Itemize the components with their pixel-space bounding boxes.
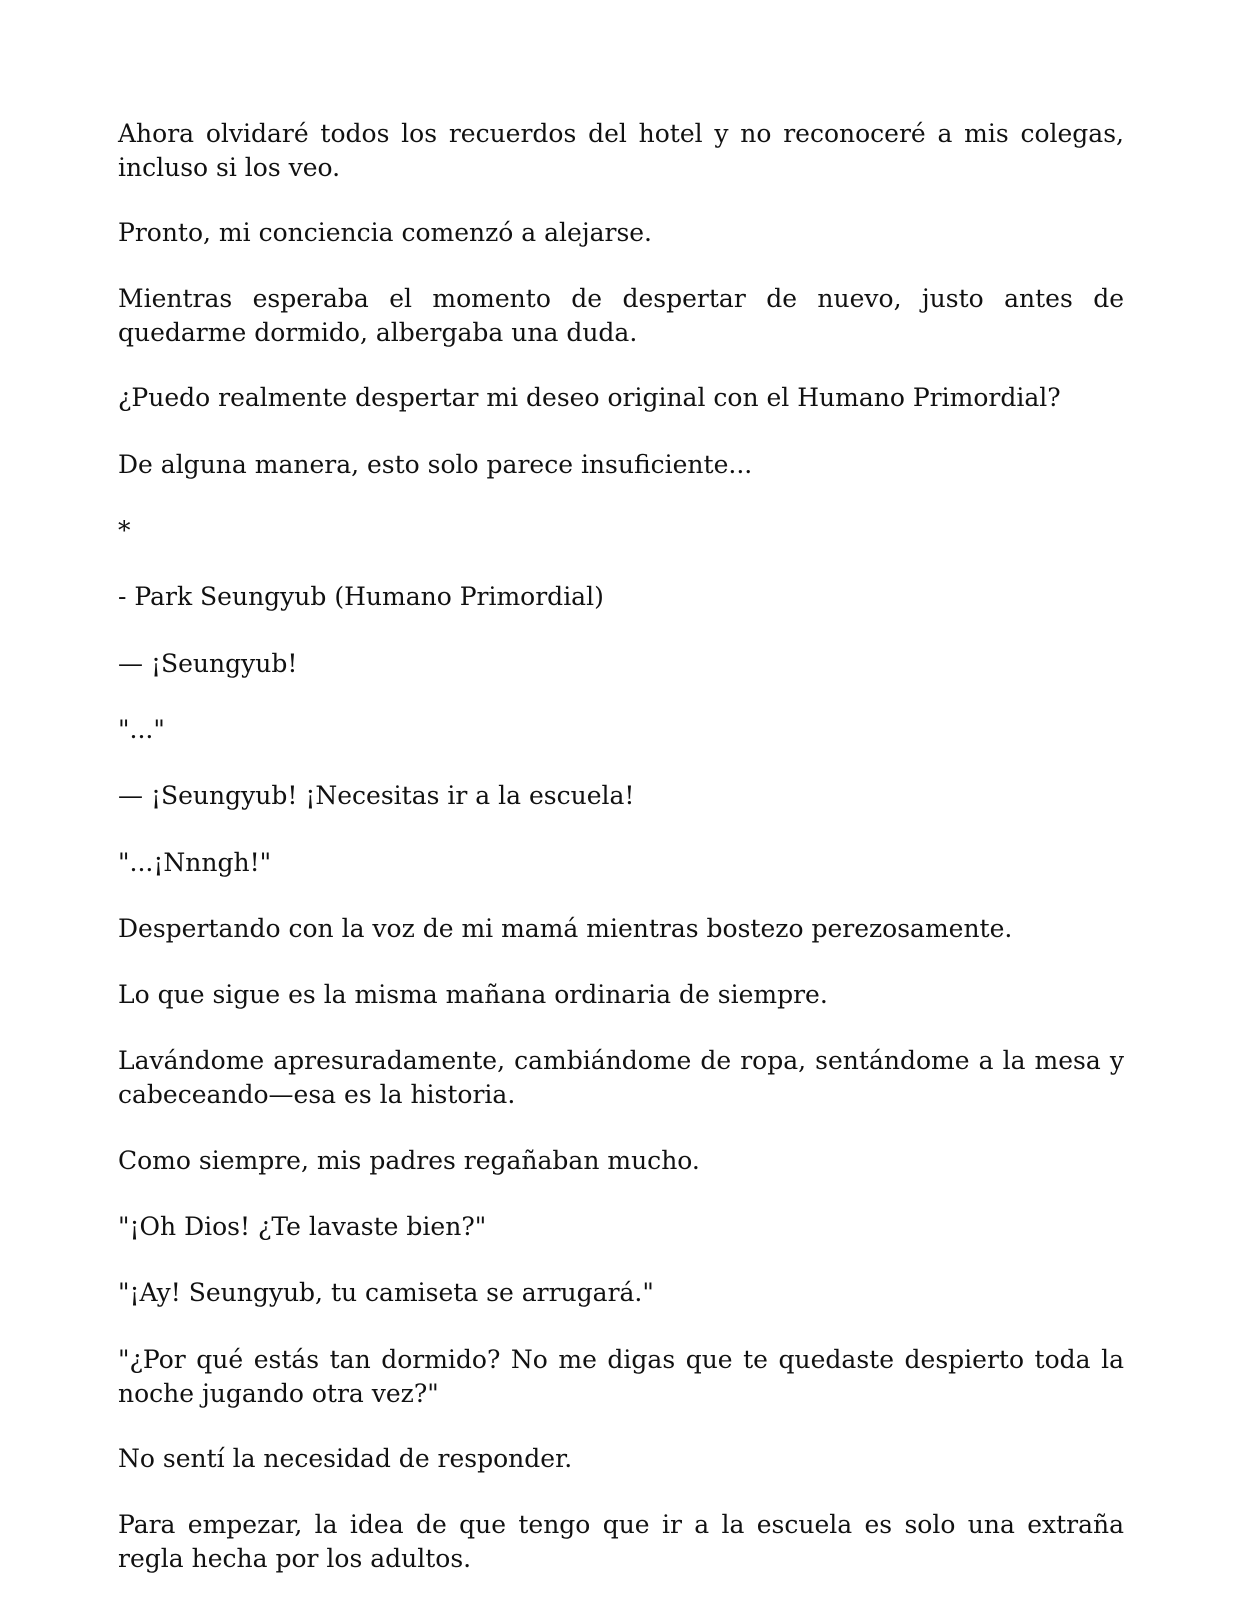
scene-break: * — [118, 516, 131, 545]
paragraph: Lo que sigue es la misma mañana ordinaria de siempre. — [118, 980, 828, 1009]
paragraph: "¿Por qué estás tan dormido? No me digas que te quedaste despierto toda la noche jugando otra vez?" — [118, 1345, 1124, 1408]
paragraph: "..." — [118, 715, 165, 744]
paragraph: Lavándome apresuradamente, cambiándome de ropa, sentándome a la mesa y cabeceando—esa es la historia. — [118, 1046, 1124, 1109]
paragraph: — ¡Seungyub! — [118, 649, 298, 678]
paragraph: "¡Oh Dios! ¿Te lavaste bien?" — [118, 1212, 487, 1241]
paragraph: De alguna manera, esto solo parece insuficiente... — [118, 450, 753, 479]
paragraph: Ahora olvidaré todos los recuerdos del hotel y no reconoceré a mis colegas, incluso si los veo. — [118, 119, 1124, 182]
paragraph: No sentí la necesidad de responder. — [118, 1444, 573, 1473]
paragraph: Despertando con la voz de mi mamá mientras bostezo perezosamente. — [118, 914, 1013, 943]
paragraph: Como siempre, mis padres regañaban mucho. — [118, 1146, 700, 1175]
paragraph: ¿Puedo realmente despertar mi deseo original con el Humano Primordial? — [118, 383, 1061, 412]
paragraph: "¡Ay! Seungyub, tu camiseta se arrugará." — [118, 1278, 654, 1307]
paragraph: Mientras esperaba el momento de despertar de nuevo, justo antes de quedarme dormido, albergaba una duda. — [118, 284, 1124, 347]
paragraph: "...¡Nnngh!" — [118, 848, 272, 877]
paragraph: Pronto, mi conciencia comenzó a alejarse. — [118, 218, 653, 247]
paragraph: — ¡Seungyub! ¡Necesitas ir a la escuela! — [118, 781, 635, 810]
section-heading: - Park Seungyub (Humano Primordial) — [118, 582, 604, 611]
paragraph: Para empezar, la idea de que tengo que ir a la escuela es solo una extraña regla hecha por los adultos. — [118, 1510, 1124, 1573]
